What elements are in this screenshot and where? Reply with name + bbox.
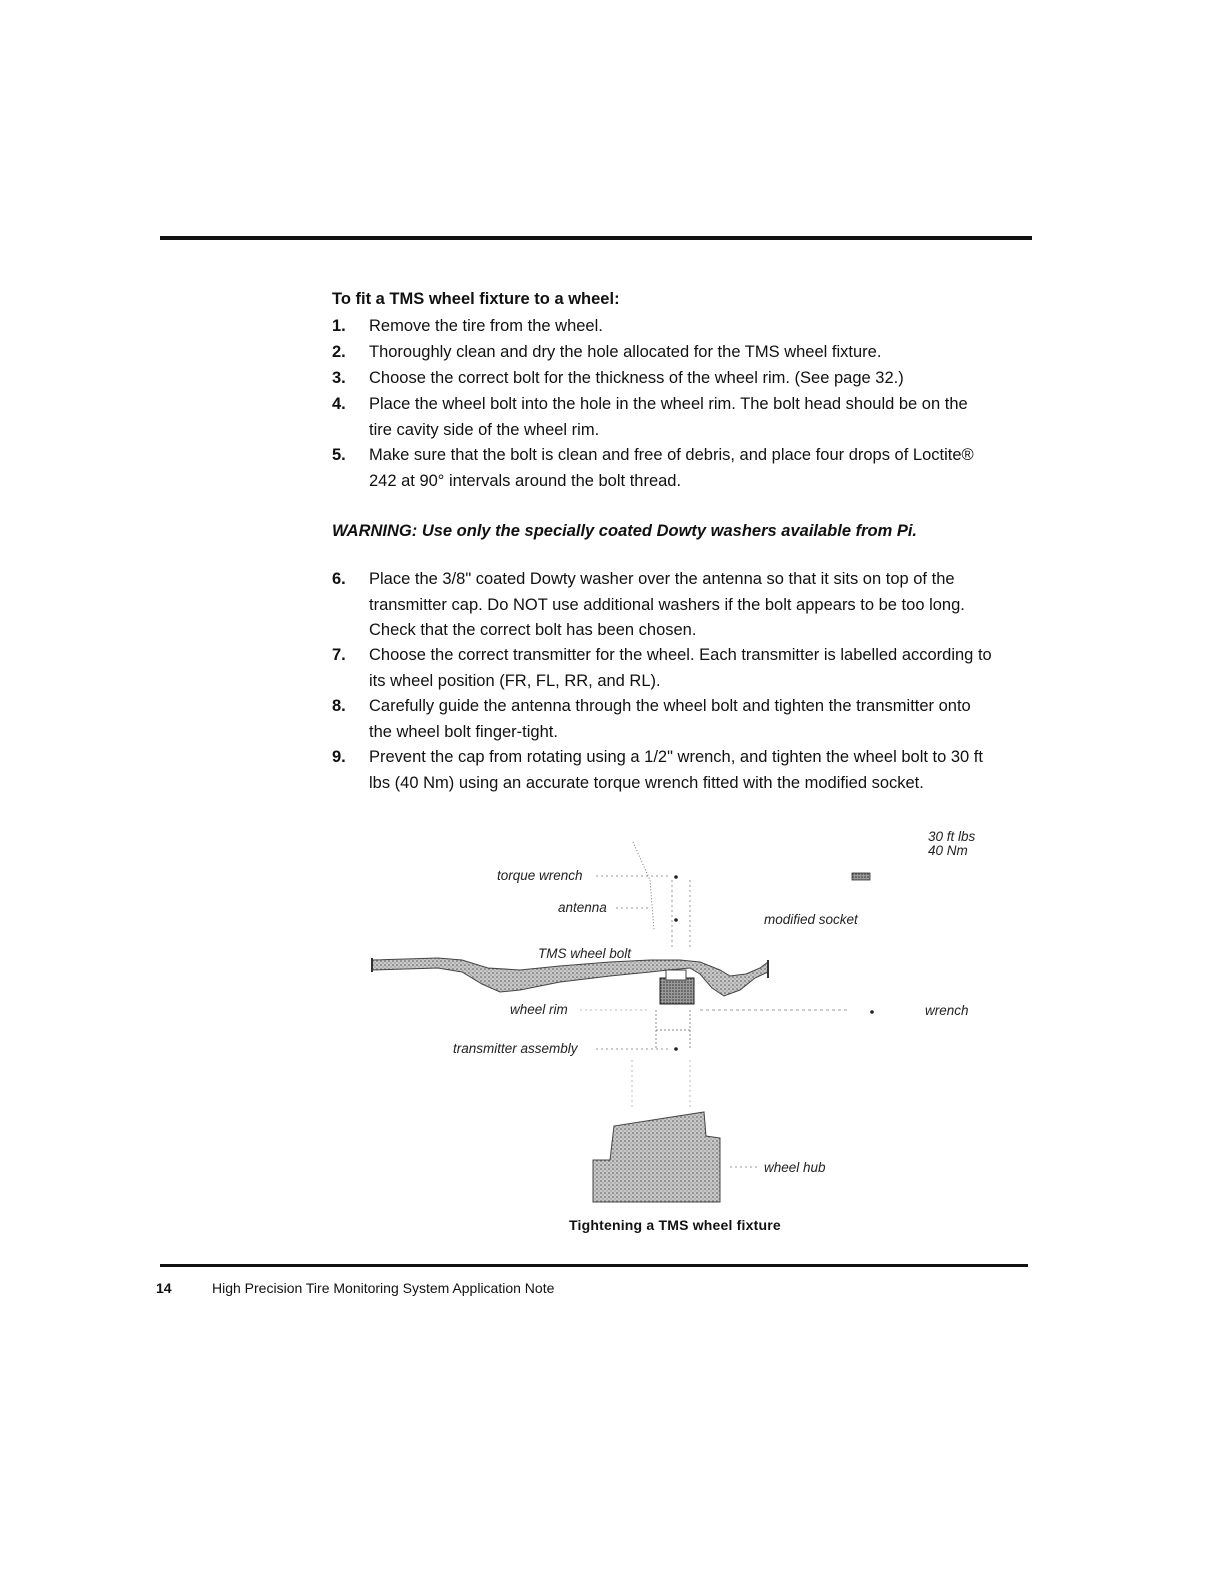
page-number: 14 — [156, 1280, 172, 1296]
label-wheel-hub: wheel hub — [764, 1160, 826, 1175]
step-text: Thoroughly clean and dry the hole allocated for the TMS wheel fixture. — [369, 343, 882, 361]
label-wrench: wrench — [925, 1003, 969, 1018]
warning-note: WARNING: Use only the specially coated Dowty washers available from Pi. — [332, 522, 918, 540]
step-number: 3. — [332, 369, 346, 387]
step-number: 8. — [332, 697, 346, 715]
step-number: 2. — [332, 343, 346, 361]
bolt-shank — [666, 970, 686, 980]
leader-dot — [674, 918, 678, 922]
step-number: 1. — [332, 317, 346, 335]
label-antenna: antenna — [558, 900, 607, 915]
step-number: 6. — [332, 570, 346, 588]
label-transmitter-assembly: transmitter assembly — [453, 1041, 578, 1056]
figure-caption: Tightening a TMS wheel fixture — [569, 1217, 781, 1233]
step-number: 5. — [332, 446, 346, 464]
bottom-rule — [160, 1264, 1028, 1267]
step-text: Choose the correct transmitter for the wheel. Each transmitter is labelled according to its wheel position (FR, FL, RR, and RL). — [369, 646, 992, 690]
torque-value-nm: 40 Nm — [928, 843, 968, 858]
transmitter-guide — [632, 1060, 690, 1110]
transmitter-assembly — [656, 1010, 690, 1050]
step-number: 4. — [332, 395, 346, 413]
tms-bolt-head — [660, 978, 694, 1004]
wheel-hub — [593, 1112, 720, 1202]
section-heading: To fit a TMS wheel fixture to a wheel: — [332, 290, 620, 308]
wheel-rim-section — [372, 958, 768, 996]
antenna-line — [633, 842, 654, 930]
footer-title: High Precision Tire Monitoring System Application Note — [212, 1280, 555, 1296]
torque-value-ftlbs: 30 ft lbs — [928, 829, 976, 844]
label-wheel-rim: wheel rim — [510, 1002, 568, 1017]
step-text: Choose the correct bolt for the thickness of the wheel rim. (See page 32.) — [369, 369, 904, 387]
leader-dot — [674, 1047, 678, 1051]
step-number: 9. — [332, 748, 346, 766]
step-text: Place the 3/8" coated Dowty washer over the antenna so that it sits on top of the transmitter cap. Do NOT use additional washers if the bolt appears to be too long. Check that the correct bolt has been chosen. — [369, 570, 965, 639]
step-number: 7. — [332, 646, 346, 664]
socket-outline — [672, 880, 690, 950]
step-text: Make sure that the bolt is clean and free of debris, and place four drops of Loctite® 242 at 90° intervals around the bolt thread. — [369, 446, 974, 490]
label-tms-wheel-bolt: TMS wheel bolt — [538, 946, 632, 961]
step-text: Prevent the cap from rotating using a 1/2" wrench, and tighten the wheel bolt to 30 ft lbs (40 Nm) using an accurate torque wrench fitted with the modified socket. — [369, 748, 983, 792]
label-torque-wrench: torque wrench — [497, 868, 583, 883]
leader-dot — [674, 875, 678, 879]
wrench-dot — [870, 1010, 874, 1014]
step-text: Place the wheel bolt into the hole in the wheel rim. The bolt head should be on the tire cavity side of the wheel rim. — [369, 395, 968, 439]
socket-icon — [852, 873, 870, 880]
step-text: Remove the tire from the wheel. — [369, 317, 603, 335]
label-modified-socket: modified socket — [764, 912, 858, 927]
step-text: Carefully guide the antenna through the wheel bolt and tighten the transmitter onto the wheel bolt finger-tight. — [369, 697, 971, 741]
